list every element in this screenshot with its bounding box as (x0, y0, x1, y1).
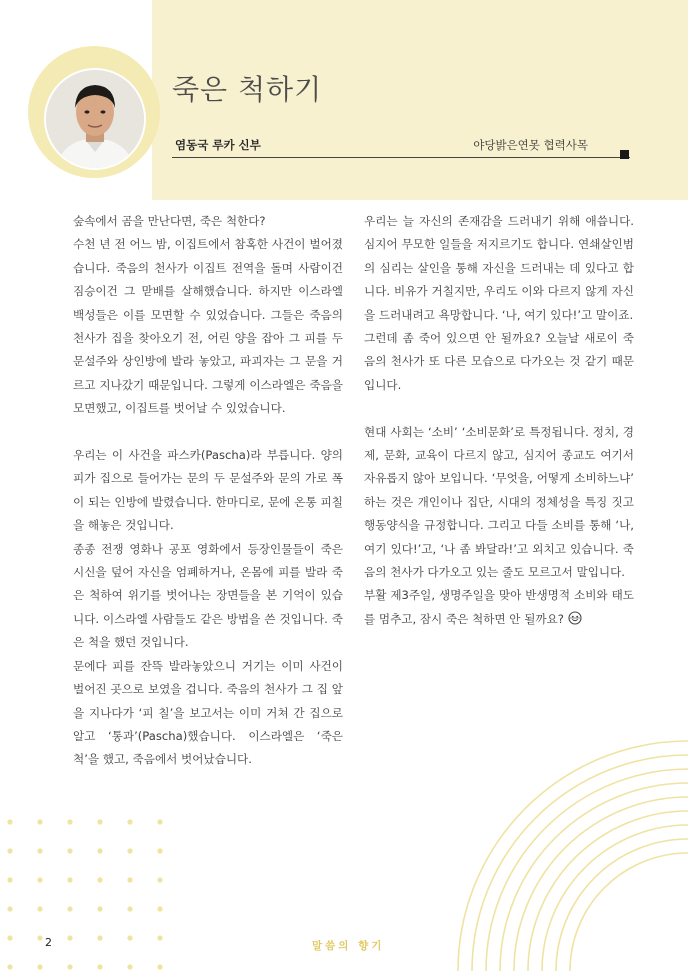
header-rule (172, 157, 630, 158)
paragraph: 종종 전쟁 영화나 공포 영화에서 등장인물들이 죽은 시신을 덮어 자신을 엄폐하거나, 온몸에 피를 발라 죽은 척하여 위기를 벗어나는 장면들을 본 기억이 있습니다. 이스라엘 사람들도 같은 방법을 쓴 것입니다. 죽은 척을 했던 것입니다. (73, 541, 343, 650)
decorative-dot (67, 906, 72, 911)
decorative-dot (127, 964, 132, 969)
rule-end-square (620, 150, 629, 159)
decorative-dot (127, 877, 132, 882)
author-affiliation: 야당밝은연못 협력사목 (473, 138, 588, 152)
decorative-dot-grid (0, 810, 170, 971)
decorative-dot (67, 819, 72, 824)
decorative-arc (556, 839, 688, 971)
right-column (364, 210, 634, 633)
author-name: 염동국 루카 신부 (175, 138, 261, 152)
left-column (73, 210, 343, 772)
decorative-dot (37, 877, 42, 882)
decorative-arc (570, 853, 688, 971)
decorative-dot (37, 935, 42, 940)
paragraph: 숲속에서 곰을 만난다면, 죽은 척한다? (73, 214, 266, 228)
author-photo (44, 68, 146, 170)
article-title: 죽은 척하기 (172, 73, 323, 106)
decorative-dot (97, 964, 102, 969)
decorative-dot (157, 819, 162, 824)
decorative-dot (127, 935, 132, 940)
smiley-face-icon (568, 610, 582, 633)
decorative-dot (157, 906, 162, 911)
footer-section-title: 말씀의 향기 (312, 940, 385, 952)
paragraph: 현대 사회는 ‘소비’ ‘소비문화’로 특정됩니다. 정치, 경제, 문화, 교육이 다르지 않고, 심지어 종교도 여기서 자유롭지 않아 보입니다. ‘무엇을, 어떻게 소비하느냐’ 하는 것은 개인이나 집단, 시대의 정체성을 특징 짓고 행동양식을 규정합니다. 그리고 다들 소비를 통해 ‘나, 여기 있다!’고, ‘나 좀 봐달라!’고 외치고 있습니다. 죽음의 천사가 다가오고 있는 줄도 모르고서 말입니다. (364, 424, 634, 580)
decorative-concentric-arcs (430, 700, 688, 971)
decorative-arc (528, 811, 688, 971)
decorative-dot (127, 848, 132, 853)
decorative-dot (67, 877, 72, 882)
decorative-dot (7, 906, 12, 911)
decorative-dot (157, 964, 162, 969)
decorative-dot (157, 877, 162, 882)
paragraph: 우리는 이 사건을 파스카(Pascha)라 부릅니다. 양의 피가 집으로 들어가는 문의 두 문설주와 문의 가로 폭이 되는 인방에 발렸습니다. 한마디로, 문에 온통 피칠을 해놓은 것입니다. (73, 448, 343, 533)
decorative-dot (37, 964, 42, 969)
decorative-arc (500, 783, 688, 971)
decorative-dot (7, 819, 12, 824)
decorative-arc (542, 825, 688, 971)
paragraph: 문에다 피를 잔뜩 발라놓았으니 거기는 이미 사건이 벌어진 곳으로 보였을 겁니다. 죽음의 천사가 그 집 앞을 지나다가 ‘피 칠’을 보고서는 이미 거쳐 간 집으로 알고 ‘통과’(Pascha)했습니다. 이스라엘은 ‘죽은 척’을 했고, 죽음에서 벗어났습니다. (73, 658, 343, 767)
decorative-dot (127, 906, 132, 911)
decorative-arc (514, 797, 688, 971)
portrait-illustration (46, 70, 144, 168)
decorative-dot (37, 906, 42, 911)
decorative-dot (67, 964, 72, 969)
decorative-dot (127, 819, 132, 824)
decorative-dot (37, 819, 42, 824)
decorative-dot (37, 848, 42, 853)
decorative-dot (97, 819, 102, 824)
page-number: 2 (45, 936, 52, 949)
decorative-dot (7, 877, 12, 882)
paragraph: 수천 년 전 어느 밤, 이집트에서 참혹한 사건이 벌어졌습니다. 죽음의 천사가 이집트 전역을 돌며 사람이건 짐승이건 그 맏배를 살해했습니다. 하지만 이스라엘 백성들은 이를 모면할 수 있었습니다. 그들은 죽음의 천사가 집을 찾아오기 전, 어린 양을 잡아 그 피를 두 문설주와 상인방에 발라 놓았고, 파괴자는 그 문을 거르고 지나갔기 때문입니다. 그렇게 이스라엘은 죽음을 모면했고, 이집트를 벗어날 수 있었습니다. (73, 237, 343, 416)
decorative-dot (97, 848, 102, 853)
paragraph: 우리는 늘 자신의 존재감을 드러내기 위해 애씁니다. 심지어 무모한 일들을 저지르기도 합니다. 연쇄살인범의 심리는 살인을 통해 자신을 드러내는 데 있다고 합니다. 비유가 거칠지만, 우리도 이와 다르지 않게 자신을 드러내려고 욕망합니다. ‘나, 여기 있다!’고 말이죠. (364, 214, 634, 322)
decorative-dot (157, 848, 162, 853)
decorative-dot (157, 935, 162, 940)
paragraph-with-icon (364, 584, 634, 633)
decorative-dot (7, 848, 12, 853)
decorative-arc (458, 741, 688, 971)
decorative-arc (472, 755, 688, 971)
decorative-dot (67, 848, 72, 853)
decorative-dot (97, 877, 102, 882)
decorative-dot (7, 935, 12, 940)
paragraph-text: 부활 제3주일, 생명주일을 맞아 반생명적 소비와 태도를 멈추고, 잠시 죽은 척하면 안 될까요? (364, 588, 634, 626)
decorative-dot (67, 935, 72, 940)
paragraph: 그런데 좀 죽어 있으면 안 될까요? 오늘날 새로이 죽음의 천사가 또 다른 모습으로 다가오는 것 같기 때문입니다. (364, 331, 634, 392)
decorative-dot (97, 935, 102, 940)
decorative-dot (7, 964, 12, 969)
decorative-dot (97, 906, 102, 911)
